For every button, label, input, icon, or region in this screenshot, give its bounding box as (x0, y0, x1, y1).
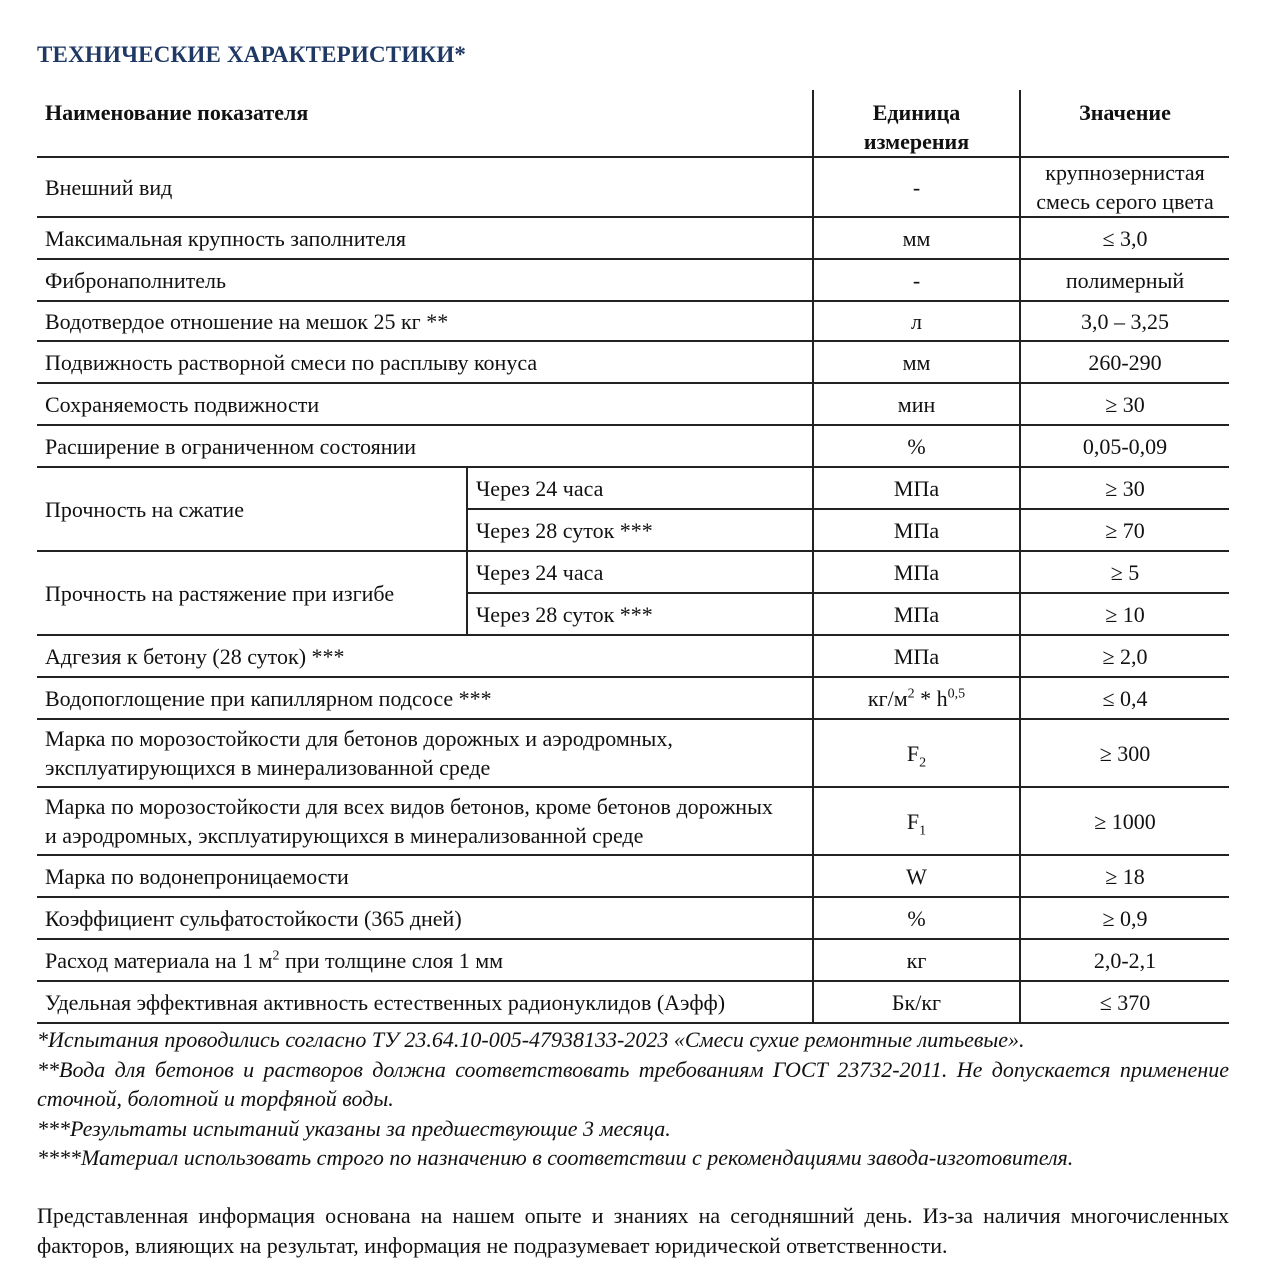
disclaimer: Представленная информация основана на нашем опыте и знаниях на сегодняшний день. Из-за наличия многочисленных факторов, влияющих на результат, информация не подразумевает юридической ответственности. (37, 1203, 1229, 1258)
row-unit: $F_2$ (813, 719, 1020, 787)
row-value: ≥ 5 (1020, 551, 1229, 593)
row-unit: МПа (813, 635, 1020, 677)
row-name: Расширение в ограниченном состоянии (45, 433, 417, 459)
table-row (37, 301, 1229, 341)
row-name: Прочность на сжатие (45, 496, 244, 522)
row-name: Расход материала на 1 $м^2$ при толщине слоя 1 мм (45, 947, 504, 973)
footnote: **Вода для бетонов и растворов должна соответствовать требованиям ГОСТ 23732-2011. Не допускается применение сточной, болотной и торфяной воды. (37, 1056, 1229, 1111)
row-name: Адгезия к бетону (28 суток) *** (45, 643, 345, 669)
row-unit: мм (813, 341, 1020, 383)
row-value: ≤ 0,4 (1020, 677, 1229, 719)
row-unit: л (813, 301, 1020, 341)
row-unit: % (813, 425, 1020, 467)
row-name: Коэффициент сульфатостойкости (365 дней) (45, 905, 462, 931)
row-name: Фибронаполнитель (45, 267, 226, 293)
spec-table (37, 90, 1229, 1024)
table-row (37, 425, 1229, 467)
row-unit: МПа (813, 551, 1020, 593)
row-name: Прочность на растяжение при изгибе (45, 580, 395, 606)
row-name: Марка по морозостойкости для бетонов дорожных и аэродромных, эксплуатирующихся в минерализованной среде (45, 726, 673, 780)
row-unit: Бк/кг (813, 981, 1020, 1023)
footnote: ****Материал использовать строго по назначению в соответствии с рекомендациями завода-изготовителя. (37, 1145, 1074, 1170)
row-value: ≥ 70 (1020, 509, 1229, 551)
row-value: ≥ 2,0 (1020, 635, 1229, 677)
footnote: ***Результаты испытаний указаны за предшествующие 3 месяца. (37, 1115, 671, 1141)
table-row (37, 787, 1229, 855)
row-name: Марка по морозостойкости для всех видов бетонов, кроме бетонов дорожных и аэродромных, эксплуатирующихся в минерализованной среде (45, 794, 773, 848)
row-period: Через 24 часа (467, 551, 813, 593)
row-name: Водотвердое отношение на мешок 25 кг ** (45, 308, 449, 334)
row-unit: МПа (813, 467, 1020, 509)
row-unit: кг (813, 939, 1020, 981)
row-unit: - (813, 259, 1020, 301)
row-value: 0,05-0,09 (1020, 425, 1229, 467)
row-name: Сохраняемость подвижности (45, 391, 320, 417)
row-unit: мин (813, 383, 1020, 425)
row-value: 260-290 (1020, 341, 1229, 383)
row-unit: $кг/м^2 * h^{0,5}$ (813, 677, 1020, 719)
row-value: ≥ 300 (1020, 719, 1229, 787)
row-value: ≤ 3,0 (1020, 217, 1229, 259)
table-row (37, 635, 1229, 677)
table-row (37, 467, 1229, 509)
row-value: ≥ 0,9 (1020, 897, 1229, 939)
row-value: 2,0-2,1 (1020, 939, 1229, 981)
table-row (37, 341, 1229, 383)
table-row (37, 855, 1229, 897)
row-value: полимерный (1020, 259, 1229, 301)
table-row (37, 259, 1229, 301)
row-name: Максимальная крупность заполнителя (45, 225, 406, 251)
table-row (37, 981, 1229, 1023)
table-row (37, 157, 1229, 217)
table-row (37, 939, 1229, 981)
row-unit: МПа (813, 509, 1020, 551)
header-name: Наименование показателя (45, 100, 309, 125)
row-unit: МПа (813, 593, 1020, 635)
row-period: Через 24 часа (467, 467, 813, 509)
table-row (37, 383, 1229, 425)
row-value: крупнозернистая смесь серого цвета (1020, 157, 1229, 217)
row-period: Через 28 суток *** (467, 593, 813, 635)
row-value: ≥ 30 (1020, 383, 1229, 425)
page-title: ТЕХНИЧЕСКИЕ ХАРАКТЕРИСТИКИ* (37, 42, 467, 67)
row-value: ≥ 30 (1020, 467, 1229, 509)
row-value: ≥ 10 (1020, 593, 1229, 635)
table-row (37, 897, 1229, 939)
row-value: 3,0 – 3,25 (1020, 301, 1229, 341)
row-unit: - (813, 157, 1020, 217)
row-value: ≤ 370 (1020, 981, 1229, 1023)
row-unit: мм (813, 217, 1020, 259)
table-row (37, 677, 1229, 719)
row-value: ≥ 18 (1020, 855, 1229, 897)
table-header-row (37, 90, 1229, 157)
row-name: Подвижность растворной смеси по расплыву конуса (45, 349, 538, 375)
row-unit: $F_1$ (813, 787, 1020, 855)
row-name: Удельная эффективная активность естественных радионуклидов (Аэфф) (45, 989, 726, 1015)
row-value: ≥ 1000 (1020, 787, 1229, 855)
table-row (37, 217, 1229, 259)
row-name: Внешний вид (45, 174, 173, 200)
footnote: *Испытания проводились согласно ТУ 23.64.10-005-47938133-2023 «Смеси сухие ремонтные литьевые». (37, 1027, 1025, 1052)
header-value: Значение (1020, 90, 1229, 157)
table-row (37, 551, 1229, 593)
row-unit: % (813, 897, 1020, 939)
header-unit: Единица измерения (813, 90, 1020, 157)
row-name: Водопоглощение при капиллярном подсосе *** (45, 685, 492, 711)
row-unit: W (813, 855, 1020, 897)
row-period: Через 28 суток *** (467, 509, 813, 551)
table-row (37, 719, 1229, 787)
row-name: Марка по водонепроницаемости (45, 863, 349, 889)
footnotes (37, 1025, 1229, 1173)
